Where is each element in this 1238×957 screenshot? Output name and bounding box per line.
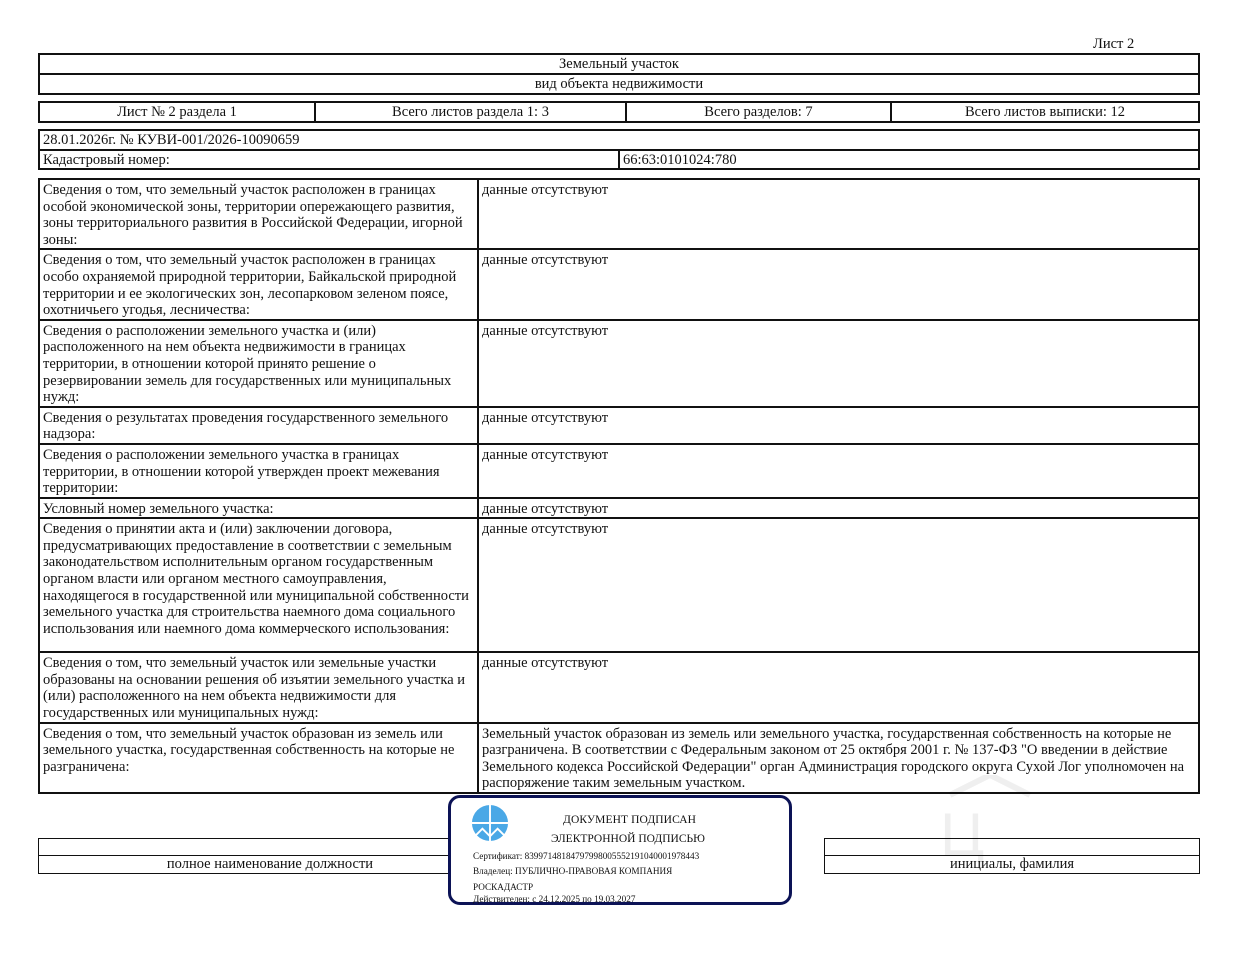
stamp-owner-line1: Владелец: ПУБЛИЧНО-ПРАВОВАЯ КОМПАНИЯ (473, 866, 673, 876)
land-plot-info-table (38, 178, 1200, 794)
table-row (39, 518, 1199, 652)
table-row (39, 249, 1199, 319)
row-label: Сведения о расположении земельного участка и (или) расположенного на нем объекта недвижимости в границах территории, в отношении которой принято решение о резервировании земель для государственных или муниципальных нужд: (39, 320, 478, 407)
row-value: данные отсутствуют (478, 320, 1199, 407)
stamp-title-line2: ЭЛЕКТРОННОЙ ПОДПИСЬЮ (551, 833, 705, 845)
row-value: данные отсутствуют (478, 652, 1199, 722)
document-date-number: 28.01.2026г. № КУВИ-001/2026-10090659 (39, 130, 1199, 150)
table-row (39, 320, 1199, 407)
object-type-caption: вид объекта недвижимости (39, 74, 1199, 94)
row-label: Сведения о том, что земельный участок образован из земель или земельного участка, государственная собственность на которые не разграничена: (39, 723, 478, 793)
name-field (825, 839, 1200, 856)
row-value: данные отсутствуют (478, 518, 1199, 652)
row-value: данные отсутствуют (478, 249, 1199, 319)
row-label: Сведения о том, что земельный участок расположен в границах особой экономической зоны, территории опережающего развития, зоны территориального развития в Российской Федерации, игорной зоны: (39, 179, 478, 249)
row-label: Сведения о расположении земельного участка в границах территории, в отношении которой утвержден проект межевания территории: (39, 444, 478, 498)
row-label: Сведения о результатах проведения государственного земельного надзора: (39, 407, 478, 444)
sheet-of-section: Лист № 2 раздела 1 (39, 102, 315, 122)
extract-sheets-total: Всего листов выписки: 12 (891, 102, 1199, 122)
object-header-table (38, 53, 1200, 95)
row-label: Сведения о принятии акта и (или) заключении договора, предусматривающих предоставление в соответствии с земельным законодательством исполнительным органом государственным органом власти или органом местного самоуправления, находящегося в государственной или муниципальной собственности земельного участка для строительства наемного дома социального использования или наемного дома коммерческого использования: (39, 518, 478, 652)
section-sheets-total: Всего листов раздела 1: 3 (315, 102, 626, 122)
row-value: данные отсутствуют (478, 179, 1199, 249)
object-name: Земельный участок (39, 54, 1199, 74)
table-row (39, 179, 1199, 249)
row-label: Условный номер земельного участка: (39, 498, 478, 519)
sheet-number-label: Лист 2 (1093, 36, 1135, 52)
stamp-validity: Действителен: с 24.12.2025 по 19.03.2027 (473, 894, 636, 904)
table-row (39, 407, 1199, 444)
cadastral-number-label: Кадастровый номер: (39, 150, 619, 170)
position-field (39, 839, 502, 856)
table-row (39, 652, 1199, 722)
row-value: данные отсутствуют (478, 407, 1199, 444)
name-caption: инициалы, фамилия (825, 856, 1200, 874)
stamp-owner-line2: РОСКАДАСТР (473, 882, 534, 892)
row-label: Сведения о том, что земельный участок или земельные участки образованы на основании решения об изъятии земельного участка и (или) расположенного на нем объекта недвижимости для государственных или муниципальных нужд: (39, 652, 478, 722)
electronic-signature-stamp (448, 795, 792, 905)
row-label: Сведения о том, что земельный участок расположен в границах особо охраняемой природной территории, Байкальской природной территории и ее экологических зон, лесопарковом зеленом поясе, охотничьего угодья, лесничества: (39, 249, 478, 319)
table-row (39, 498, 1199, 519)
sheet-info-table (38, 101, 1200, 123)
stamp-title-line1: ДОКУМЕНТ ПОДПИСАН (563, 814, 697, 826)
document-id-table (38, 129, 1200, 170)
position-caption: полное наименование должности (39, 856, 502, 874)
row-value: Земельный участок образован из земель или земельного участка, государственная собственность на которые не разграничена. В соответствии с Федеральным законом от 25 октября 2001 г. № 137-ФЗ "О введении в действие Земельного кодекса Российской Федерации" орган Администрация городского округа Сухой Лог уполномочен на распоряжение таким земельным участком. (478, 723, 1199, 793)
svg-text:Ц: Ц (940, 801, 985, 868)
row-value: данные отсутствуют (478, 444, 1199, 498)
cadastral-number-value: 66:63:0101024:780 (619, 150, 1199, 170)
stamp-certificate: Сертификат: 83997148184797998005552191040001978443 (473, 851, 700, 861)
table-row (39, 444, 1199, 498)
sections-total: Всего разделов: 7 (626, 102, 891, 122)
row-value: данные отсутствуют (478, 498, 1199, 519)
rosreestr-logo-icon (471, 804, 509, 842)
table-row (39, 723, 1199, 793)
